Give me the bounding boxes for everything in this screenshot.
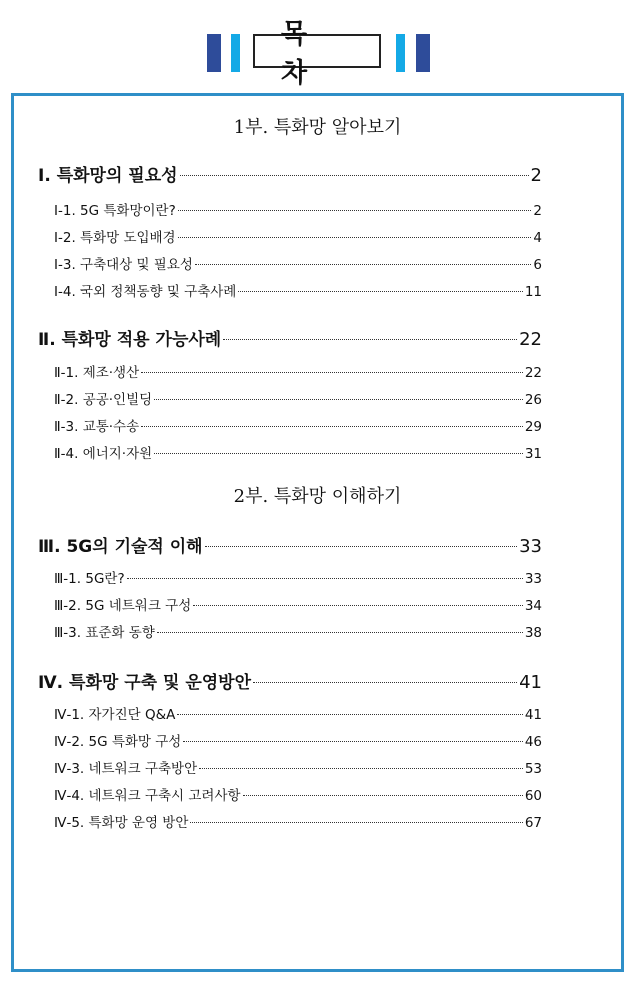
dot-leader (183, 741, 522, 742)
dot-leader (190, 822, 522, 823)
section-page: 67 (524, 815, 542, 831)
section-page: 53 (524, 761, 542, 777)
section-title: Ⅳ-2. 5G 특화망 구성 (54, 734, 182, 750)
section-page: 26 (524, 392, 542, 408)
toc-section-4-3[interactable] (54, 757, 542, 777)
section-page: 46 (524, 734, 542, 750)
chapter-page: 41 (519, 672, 542, 693)
section-page: 4 (533, 230, 542, 246)
chapter-title: Ⅲ. 5G의 기술적 이해 (38, 537, 203, 557)
dot-leader (238, 291, 522, 292)
section-page: 2 (533, 203, 542, 219)
section-title: Ⅱ-3. 교통·수송 (54, 419, 140, 435)
section-title: Ⅲ-3. 표준화 동향 (54, 625, 155, 641)
dot-leader (180, 175, 529, 176)
dot-leader (253, 682, 517, 683)
toc-section-4-2[interactable] (54, 730, 542, 750)
toc-section-4-1[interactable] (54, 703, 542, 723)
dot-leader (199, 768, 523, 769)
section-title: Ⅲ-1. 5G란? (54, 571, 125, 587)
chapter-page: 22 (519, 329, 542, 350)
dot-leader (195, 264, 531, 265)
toc-section-2-2[interactable] (54, 388, 542, 408)
section-title: Ⅳ-3. 네트워크 구축방안 (54, 761, 198, 777)
dot-leader (141, 426, 523, 427)
dot-leader (154, 453, 523, 454)
toc-section-3-3[interactable] (54, 621, 542, 641)
section-page: 38 (524, 625, 542, 641)
section-title: Ⅲ-2. 5G 네트워크 구성 (54, 598, 192, 614)
toc-section-3-2[interactable] (54, 594, 542, 614)
dot-leader (127, 578, 523, 579)
section-title: Ⅳ-4. 네트워크 구축시 고려사항 (54, 788, 241, 804)
section-page: 31 (524, 446, 542, 462)
toc-title-banner (0, 19, 635, 89)
title-bar-left-cyan (231, 34, 240, 72)
section-page: 29 (524, 419, 542, 435)
section-title: Ⅳ-1. 자가진단 Q&A (54, 707, 176, 723)
dot-leader (141, 372, 523, 373)
section-title: Ⅰ-1. 5G 특화망이란? (54, 203, 176, 219)
chapter-page: 2 (530, 165, 542, 186)
title-bar-left-navy (207, 34, 221, 72)
section-title: Ⅳ-5. 특화망 운영 방안 (54, 815, 189, 831)
toc-chapter-2[interactable] (38, 325, 542, 350)
page-title: 목 차 (253, 34, 381, 68)
dot-leader (243, 795, 523, 796)
toc-chapter-3[interactable] (38, 532, 542, 557)
toc-chapter-1[interactable] (38, 161, 542, 186)
dot-leader (177, 714, 522, 715)
section-title: Ⅰ-4. 국외 정책동향 및 구축사례 (54, 284, 237, 300)
toc-chapter-4[interactable] (38, 668, 542, 693)
section-page: 22 (524, 365, 542, 381)
dot-leader (193, 605, 523, 606)
dot-leader (157, 632, 523, 633)
dot-leader (223, 339, 517, 340)
section-title: Ⅱ-4. 에너지·자원 (54, 446, 153, 462)
chapter-page: 33 (519, 536, 542, 557)
toc-section-4-4[interactable] (54, 784, 542, 804)
section-page: 33 (524, 571, 542, 587)
section-title: Ⅱ-1. 제조·생산 (54, 365, 140, 381)
dot-leader (178, 237, 532, 238)
section-page: 34 (524, 598, 542, 614)
section-page: 41 (524, 707, 542, 723)
chapter-title: Ⅳ. 특화망 구축 및 운영방안 (38, 673, 252, 693)
toc-section-2-4[interactable] (54, 442, 542, 462)
toc-section-1-3[interactable] (54, 253, 542, 273)
toc-section-1-4[interactable] (54, 280, 542, 300)
section-title: Ⅰ-3. 구축대상 및 필요성 (54, 257, 193, 273)
dot-leader (178, 210, 532, 211)
section-title: Ⅰ-2. 특화망 도입배경 (54, 230, 176, 246)
section-page: 60 (524, 788, 542, 804)
part-heading-2: 2부. 특화망 이해하기 (233, 486, 402, 507)
section-page: 11 (524, 284, 542, 300)
toc-section-1-2[interactable] (54, 226, 542, 246)
toc-section-2-1[interactable] (54, 361, 542, 381)
toc-section-3-1[interactable] (54, 567, 542, 587)
toc-section-1-1[interactable] (54, 199, 542, 219)
section-page: 6 (533, 257, 542, 273)
toc-section-4-5[interactable] (54, 811, 542, 831)
toc-section-2-3[interactable] (54, 415, 542, 435)
chapter-title: Ⅰ. 특화망의 필요성 (38, 166, 178, 186)
part-heading-1: 1부. 특화망 알아보기 (233, 117, 402, 138)
title-bar-right-navy (416, 34, 430, 72)
dot-leader (205, 546, 517, 547)
title-bar-right-cyan (396, 34, 405, 72)
dot-leader (154, 399, 523, 400)
section-title: Ⅱ-2. 공공·인빌딩 (54, 392, 153, 408)
chapter-title: Ⅱ. 특화망 적용 가능사례 (38, 330, 222, 350)
